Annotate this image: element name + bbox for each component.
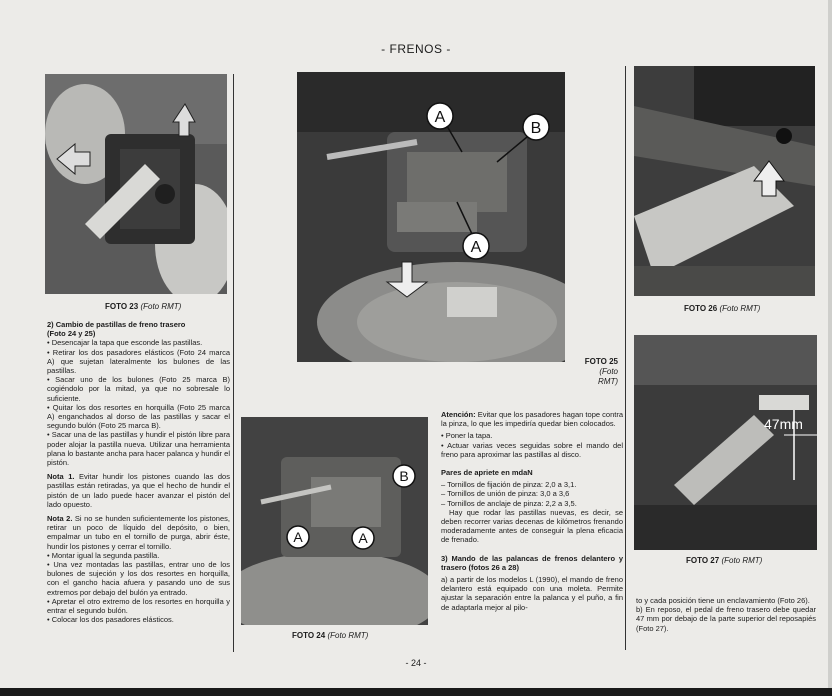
svg-text:A: A <box>293 529 303 545</box>
caption-foto-26: FOTO 26 (Foto RMT) <box>684 304 761 313</box>
col3-text-b: b) En reposo, el pedal de freno trasero debe quedar 47 mm por debajo de la parte superior del reposapiés (Foto 27). <box>636 605 816 633</box>
page-edge <box>828 0 832 696</box>
svg-text:A: A <box>358 530 368 546</box>
photo-27 <box>634 335 817 550</box>
label-b-24 <box>393 465 415 487</box>
brake-pad-hand-image <box>45 74 227 294</box>
svg-text:B: B <box>530 120 542 137</box>
caption-foto-27: FOTO 27 (Foto RMT) <box>686 556 763 565</box>
photo-24 <box>241 417 428 625</box>
column-divider <box>625 66 626 650</box>
list-item: • Sacar una de las pastillas y hundir el pistón libre para poder alojar la pastilla nueva. Utilizar una herramienta plana lo bastante ancha para hacer palanca y hundir el pistón. <box>47 430 230 468</box>
list-item: • Poner la tapa. <box>441 431 493 441</box>
note-2: Nota 2. Si no se hunden suficientemente los pistones, retirar un poco de líquido del depósito, o bien, empalmar un tubo en el tornillo de purga, abrir éste, hundir los pistones y cerrar el tornillo. <box>47 514 230 551</box>
torque-item: – Tornillos de fijación de pinza: 2,0 a 3,1. <box>441 480 577 490</box>
list-item: • Colocar los dos pasadores elásticos. <box>47 615 174 625</box>
mando-heading: 3) Mando de las palancas de frenos delantero y trasero (fotos 26 a 28) <box>441 553 623 572</box>
page-bottom-edge <box>0 688 832 696</box>
torque-item: – Tornillos de anclaje de pinza: 2,2 a 3,5. <box>441 498 577 508</box>
text-column-1 <box>47 320 230 625</box>
rear-caliper-closeup-image <box>241 417 428 625</box>
photo-25 <box>297 72 565 362</box>
svg-text:A: A <box>470 239 482 256</box>
list-item: • Retirar los dos pasadores elásticos (Foto 24 marca A) que sujetan lateralmente los bulones de las pastillas. <box>47 347 230 376</box>
brake-lever-image <box>634 66 815 296</box>
brake-pedal-image <box>634 335 817 550</box>
measure-label: 47mm <box>764 416 803 432</box>
caption-foto-24: FOTO 24 (Foto RMT) <box>292 631 369 640</box>
atencion-note: Atención: Evitar que los pasadores hagan tope contra la pinza, lo que les impediría quedar bien colocados. <box>441 410 623 429</box>
label-a-24-left <box>287 526 309 548</box>
label-a-bottom <box>463 233 489 259</box>
pares-heading: Pares de apriete en mdaN <box>441 468 533 478</box>
list-item: • Desencajar la tapa que esconde las pastillas. <box>47 338 203 348</box>
column-divider <box>233 74 234 652</box>
rear-caliper-image <box>297 72 565 362</box>
note-1: Nota 1. Evitar hundir los pistones cuando las dos pastillas están retiradas, ya que el hecho de hundir el pistón de un lado puede hacer avanzar el pistón del lado opuesto. <box>47 472 230 509</box>
svg-text:B: B <box>399 468 409 484</box>
photo-23 <box>45 74 227 294</box>
label-a-top <box>427 103 453 129</box>
torque-item: – Tornillos de unión de pinza: 3,0 a 3,6 <box>441 489 570 499</box>
page-number: - 24 - <box>405 658 427 668</box>
section-header: - FRENOS - <box>381 42 451 56</box>
text-column-3 <box>636 596 816 633</box>
list-item: • Sacar uno de los bulones (Foto 25 marca B) cogiéndolo por la mitad, ya que no sobresale lo suficiente. <box>47 375 230 403</box>
label-a-24-right <box>352 527 374 549</box>
list-item: • Una vez montadas las pastillas, entrar uno de los bulones de sujeción y los dos resortes en horquilla, con el gancho hacia afuera y pasando uno de sus extremos por debajo del bulón ya entrado. <box>47 560 230 597</box>
svg-text:A: A <box>434 109 446 126</box>
caption-foto-25: FOTO 25 (Foto RMT) <box>584 357 618 386</box>
col3-text: to y cada posición tiene un enclavamiento (Foto 26). <box>636 596 810 605</box>
text-column-2 <box>441 410 623 612</box>
list-item: • Montar igual la segunda pastilla. <box>47 550 160 560</box>
label-b <box>523 114 549 140</box>
list-item: • Apretar el otro extremo de los resortes en horquilla y entrar el segundo bulón. <box>47 596 230 616</box>
section-heading-2: 2) Cambio de pastillas de freno trasero <box>47 320 186 329</box>
section-heading-2-sub: (Foto 24 y 25) <box>47 329 96 339</box>
photo-26 <box>634 66 815 296</box>
list-item: • Quitar los dos resortes en horquilla (Foto 25 marca A) enganchados al dorso de las pastillas y sacar el segundo bulón (Foto 25 marca B). <box>47 402 230 431</box>
mando-text: a) a partir de los modelos L (1990), el mando de freno delantero está equipado con una moleta. Permite ajustar la separación entre la palanca y el puño, a fin de adaptarla mejor al pilo- <box>441 575 623 612</box>
list-item: • Actuar varias veces seguidas sobre el mando del freno para aproximar las pastillas al disco. <box>441 440 623 459</box>
pares-note: Hay que rodar las pastillas nuevas, es decir, se deben recorrer varias decenas de kilómetros frenando moderadamente antes de conseguir la plena eficacia de frenado. <box>441 507 623 545</box>
caption-foto-23: FOTO 23 (Foto RMT) <box>105 302 182 311</box>
